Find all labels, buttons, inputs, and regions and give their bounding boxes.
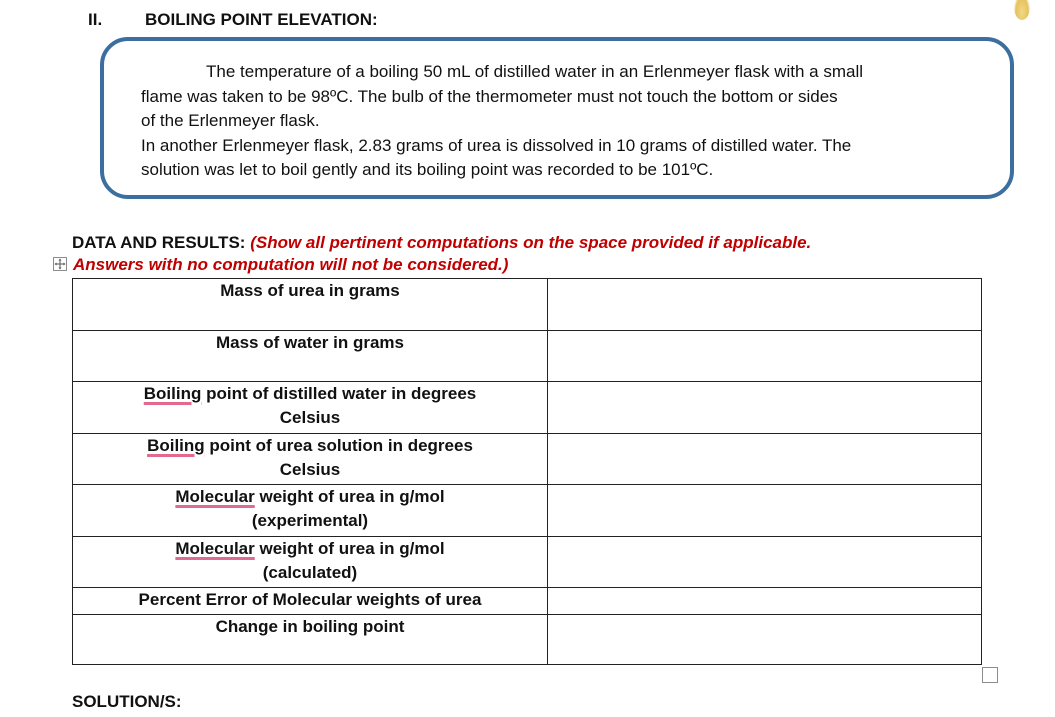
row-label-text: weight of urea in g/mol — [254, 487, 445, 506]
data-results-heading — [72, 231, 1032, 256]
row-label-text: point of urea solution in degrees — [204, 436, 473, 455]
row-value-cell[interactable] — [548, 331, 982, 382]
table-row — [73, 485, 982, 537]
section-number: II. — [88, 10, 103, 29]
table-row — [73, 434, 982, 485]
row-label-text: Change in boiling point — [215, 617, 405, 636]
row-label-text: (calculated) — [262, 563, 358, 582]
results-table — [72, 278, 982, 665]
row-value-cell[interactable] — [548, 279, 982, 331]
row-label-text: Percent Error of Molecular weights of urea — [138, 590, 482, 609]
data-results-title: DATA AND RESULTS: — [72, 233, 246, 252]
row-label-text: weight of urea in g/mol — [254, 539, 445, 558]
row-label-text: Celsius — [279, 408, 341, 427]
procedure-callout-box — [100, 37, 1014, 199]
procedure-text — [141, 60, 1001, 183]
table-resize-handle[interactable] — [982, 667, 998, 683]
row-label-text: Mass of urea in grams — [220, 281, 400, 300]
table-row — [73, 588, 982, 615]
procedure-line: The temperature of a boiling 50 mL of distilled water in an Erlenmeyer flask with a small — [206, 62, 864, 81]
row-value-cell[interactable] — [548, 537, 982, 588]
row-label — [73, 615, 548, 665]
row-label-text: point of distilled water in degrees — [201, 384, 477, 403]
table-row — [73, 382, 982, 434]
row-label-text: Celsius — [279, 460, 341, 479]
table-row — [73, 615, 982, 665]
row-value-cell[interactable] — [548, 615, 982, 665]
table-move-handle-icon[interactable] — [53, 257, 67, 271]
table-row — [73, 279, 982, 331]
row-value-cell[interactable] — [548, 382, 982, 434]
procedure-line: flame was taken to be 98ºC. The bulb of the thermometer must not touch the bottom or sides — [141, 86, 838, 106]
row-label — [73, 279, 548, 331]
row-label — [73, 537, 548, 588]
data-results-instruction: (Show all pertinent computations on the space provided if applicable. — [250, 233, 812, 252]
procedure-line: solution was let to boil gently and its boiling point was recorded to be 101ºC. — [141, 160, 714, 179]
spelling-flagged-word: Boiling — [147, 436, 205, 455]
section-title: BOILING POINT ELEVATION: — [145, 10, 378, 29]
row-label-text: Mass of water in grams — [215, 333, 404, 352]
data-results-instruction-continued: Answers with no computation will not be considered.) — [73, 255, 509, 274]
procedure-line: of the Erlenmeyer flask. — [141, 111, 320, 130]
table-row — [73, 537, 982, 588]
solution-label: SOLUTION/S: — [72, 692, 182, 711]
row-label — [73, 434, 548, 485]
procedure-line: In another Erlenmeyer flask, 2.83 grams of urea is dissolved in 10 grams of distilled water. The — [141, 135, 852, 155]
row-value-cell[interactable] — [548, 434, 982, 485]
row-label — [73, 331, 548, 382]
spelling-flagged-word: Molecular — [175, 539, 255, 558]
table-row — [73, 331, 982, 382]
row-value-cell[interactable] — [548, 485, 982, 537]
spelling-flagged-word: Boiling — [143, 384, 202, 403]
corner-decoration — [1014, 0, 1030, 20]
spelling-flagged-word: Molecular — [175, 487, 255, 506]
row-label-text: (experimental) — [251, 511, 369, 530]
row-label — [73, 588, 548, 615]
row-label — [73, 382, 548, 434]
row-value-cell[interactable] — [548, 588, 982, 615]
row-label — [73, 485, 548, 537]
